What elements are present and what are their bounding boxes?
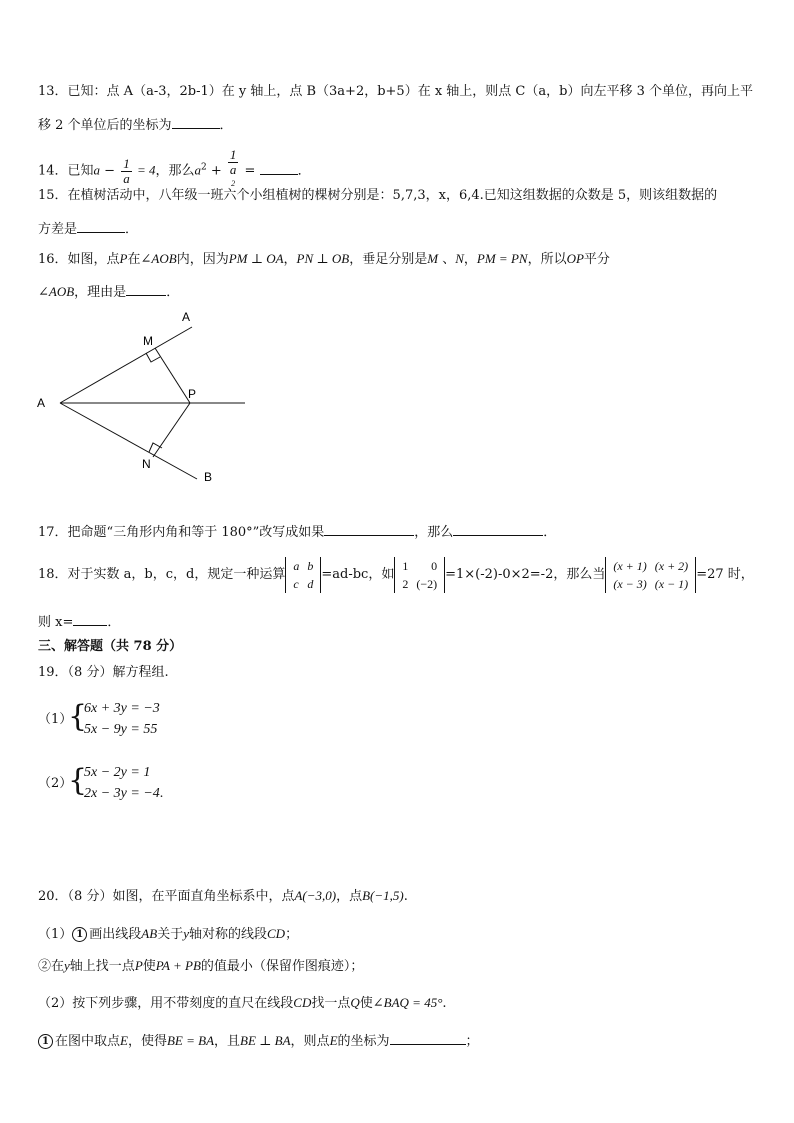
q16-line1: 16．如图，点P在∠AOB内，因为PM ⊥ OA，PN ⊥ OB，垂足分别是M 、N，PM = PN，所以OP平分 xyxy=(38,251,610,267)
q20-part2: （2）按下列步骤，用不带刻度的直尺在线段CD找一点Q使∠BAQ = 45°. xyxy=(38,995,447,1011)
determinant-question: (x + 1) (x + 2) (x − 3) (x − 1) xyxy=(605,557,696,593)
q20-step2: ②在y轴上找一点P使PA + PB的值最小（保留作图痕迹）； xyxy=(38,958,364,974)
answer-blank[interactable] xyxy=(126,282,166,296)
q20-step3: 1 在图中取点E，使得BE = BA，且BE ⊥ BA，则点E的坐标为 ； xyxy=(38,1031,479,1051)
q19-part1-label: （1） xyxy=(38,712,73,727)
answer-blank-if[interactable] xyxy=(324,522,414,536)
answer-blank-then[interactable] xyxy=(453,522,543,536)
q19-part2-label: （2） xyxy=(38,776,73,791)
brace: { xyxy=(68,763,88,798)
q20-line1: 20．（8 分）如图，在平面直角坐标系中，点A(−3,0)，点B(−1,5). xyxy=(38,888,408,904)
q19-system2: 5x − 2y = 1 2x − 3y = −4. xyxy=(84,765,164,801)
section-heading: 三、解答题（共 78 分） xyxy=(38,639,183,654)
ray-ob xyxy=(60,403,197,479)
q14: 14．已知a − $\frac{1}{a}$ = 4，那么$a^2$ + 1 a $^2$ = ． xyxy=(38,148,311,194)
label-b: B xyxy=(204,470,213,484)
q15-line2: 方差是 ． xyxy=(38,219,138,239)
answer-blank[interactable] xyxy=(260,161,298,175)
answer-blank[interactable] xyxy=(172,115,220,129)
answer-blank[interactable] xyxy=(77,219,125,233)
right-angle-mark-m xyxy=(146,353,160,362)
q19-system1: 6x + 3y = −3 5x − 9y = 55 xyxy=(84,701,160,737)
q15-line1: 15．在植树活动中，八年级一班六个小组植树的棵树分别是：5,7,3，x，6,4.已知这组数据的众数是 5，则该组数据的 xyxy=(38,188,718,203)
determinant-def: a b c d xyxy=(285,557,321,593)
q17: 17．把命题“三角形内角和等于 180°”改写成如果 ，那么 ． xyxy=(38,522,556,542)
label-n: N xyxy=(142,457,151,471)
segment-pm xyxy=(155,348,190,403)
angle-bisector-figure xyxy=(30,305,260,490)
label-a-left: A xyxy=(37,396,46,410)
fraction: 1 a $^2$ xyxy=(229,147,237,188)
q16-line2: ∠AOB，理由是 ． xyxy=(38,284,180,300)
label-m: M xyxy=(143,334,153,348)
answer-blank[interactable] xyxy=(390,1031,466,1045)
brace: { xyxy=(68,699,88,734)
q19-title: 19．（8 分）解方程组. xyxy=(38,665,169,680)
answer-blank[interactable] xyxy=(73,612,107,626)
determinant-example: 1 0 2 (−2) xyxy=(394,557,445,593)
q18-line1: 18．对于实数 a，b，c，d，规定一种运算 a b c d =ad-bc，如 1 0 2 (−2) =1×(-2)-0×2=-2，那么当 (x + 1) (x + 2) (x − 3) (x − 1) =27 时， xyxy=(38,558,754,591)
q20-step1: （1） 1 画出线段AB关于y轴对称的线段CD； xyxy=(38,926,299,942)
label-a-top: A xyxy=(182,310,191,324)
q13-line2: 移 2 个单位后的坐标为 ． xyxy=(38,115,233,135)
q18-line2: 则 x= ． xyxy=(38,612,120,632)
fraction: $\frac{1}{a}$ xyxy=(123,155,130,186)
ray-oa xyxy=(60,327,192,403)
segment-pn xyxy=(153,403,190,457)
label-p: P xyxy=(188,387,197,401)
q13-line1: 13．已知：点 A（a-3，2b-1）在 y 轴上，点 B（3a+2，b+5）在 x 轴上，则点 C（a，b）向左平移 3 个单位，再向上平 xyxy=(38,84,753,99)
